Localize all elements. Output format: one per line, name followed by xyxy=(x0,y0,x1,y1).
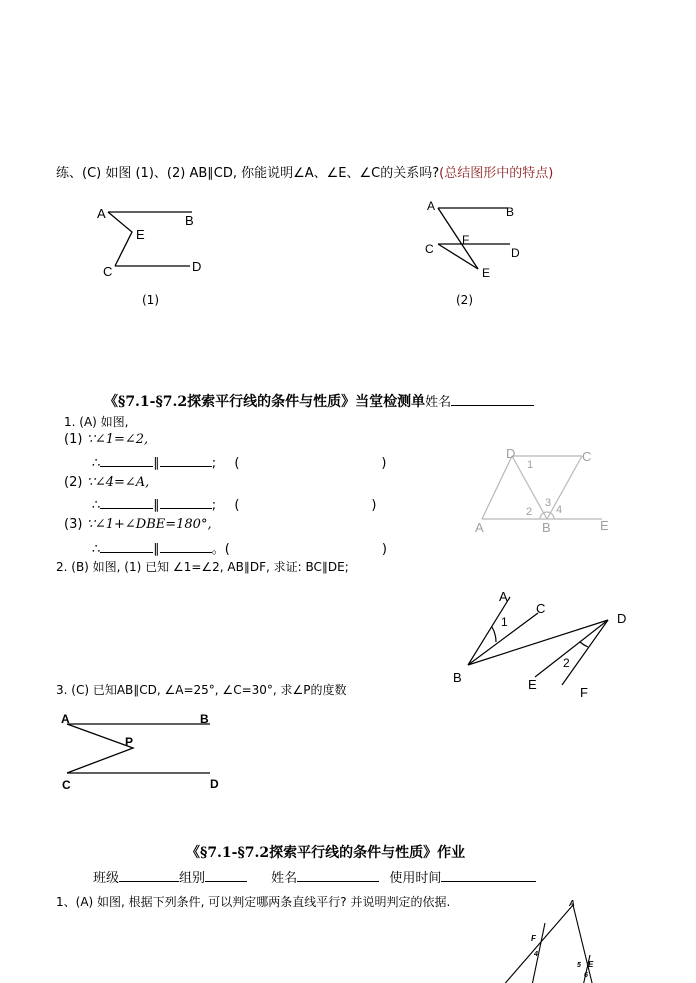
figure-1 xyxy=(90,200,230,310)
hwfig-angle-6: 6 xyxy=(584,972,588,979)
group-label: 组别 xyxy=(179,871,206,886)
q3fig-label-b: B xyxy=(200,712,209,726)
fig2-label-b: B xyxy=(506,205,515,219)
homework-figure xyxy=(495,895,615,983)
group-blank[interactable] xyxy=(205,869,247,882)
q3fig-label-d: D xyxy=(210,777,219,791)
q1fig-angle-4: 4 xyxy=(556,504,563,516)
practice-hint: (总结图形中的特点) xyxy=(439,166,554,181)
class-label: 班级 xyxy=(93,871,120,886)
quiz-q1-item-3-conclusion: ∴ ∥ 。( ) xyxy=(92,542,387,557)
hwfig-label-f: F xyxy=(531,934,536,943)
fig2-label-d: D xyxy=(511,246,520,260)
homework-info-row xyxy=(93,867,536,886)
fig1-caption: (1) xyxy=(142,293,159,307)
q1fig-label-d: D xyxy=(506,446,516,461)
quiz-q3-text: 3. (C) 已知AB∥CD, ∠A=25°, ∠C=30°, 求∠P的度数 xyxy=(56,683,347,697)
hwfig-label-e: E xyxy=(588,960,594,969)
quiz-q1-figure xyxy=(470,440,620,540)
q1fig-label-c: C xyxy=(582,449,592,464)
blank-1a[interactable] xyxy=(100,454,153,467)
fig2-label-f: F xyxy=(462,233,470,247)
practice-question-text: 练、(C) 如图 (1)、(2) AB∥CD, 你能说明∠A、∠E、∠C的关系吗? xyxy=(56,166,440,181)
fig2-label-a: A xyxy=(427,199,436,213)
q2fig-label-c: C xyxy=(536,601,546,616)
q2fig-label-d: D xyxy=(617,611,627,626)
q3fig-label-c: C xyxy=(62,778,71,792)
q1fig-angle-2: 2 xyxy=(526,506,533,518)
fig1-label-b: B xyxy=(185,213,194,228)
fig2-label-c: C xyxy=(425,242,434,256)
quiz-name-label: 姓名 xyxy=(425,395,452,410)
q2fig-angle-2: 2 xyxy=(563,656,570,670)
q1fig-angle-3: 3 xyxy=(545,497,552,509)
class-blank[interactable] xyxy=(119,869,179,882)
quiz-q1-item-3-given: (3) ∵∠1+∠DBE=180°, xyxy=(64,517,212,532)
quiz-q3-figure xyxy=(55,708,235,793)
blank-3a[interactable] xyxy=(100,540,153,553)
q2fig-label-a: A xyxy=(499,589,508,604)
fig1-label-d: D xyxy=(192,259,202,274)
homework-q1-text: 1、(A) 如图, 根据下列条件, 可以判定哪两条直线平行? 并说明判定的依据. xyxy=(56,895,451,909)
q1fig-label-a: A xyxy=(475,520,484,535)
quiz-q2-figure xyxy=(450,585,640,700)
q3fig-label-a: A xyxy=(61,712,70,726)
fig1-label-a: A xyxy=(97,206,106,221)
fig1-label-c: C xyxy=(103,264,113,279)
q2fig-label-e: E xyxy=(528,677,537,692)
q1fig-label-b: B xyxy=(542,520,551,535)
q1fig-angle-1: 1 xyxy=(527,459,534,471)
blank-3b[interactable] xyxy=(160,540,212,553)
quiz-q1-item-2-given: (2) ∵∠4=∠A, xyxy=(64,475,150,490)
q2fig-label-b: B xyxy=(453,670,462,685)
practice-question xyxy=(56,162,553,181)
quiz-q1-item-2-conclusion: ∴ ∥ ; ( ) xyxy=(92,498,377,513)
hw-name-label: 姓名 xyxy=(271,871,298,886)
homework-title: 《§7.1-§7.2探索平行线的条件与性质》作业 xyxy=(186,845,466,861)
time-label: 使用时间 xyxy=(389,871,442,886)
q3fig-label-p: P xyxy=(125,735,134,749)
blank-1b[interactable] xyxy=(160,454,212,467)
hwfig-label-a: A xyxy=(569,899,575,908)
hwfig-angle-4: 4 xyxy=(534,951,538,958)
quiz-name-blank[interactable] xyxy=(451,393,534,406)
quiz-header xyxy=(104,391,534,411)
q1fig-label-e: E xyxy=(600,518,609,533)
blank-2b[interactable] xyxy=(160,496,212,509)
figure-2 xyxy=(420,196,540,296)
time-blank[interactable] xyxy=(441,869,536,882)
fig2-caption: (2) xyxy=(456,293,473,307)
quiz-q1-intro: 1. (A) 如图, xyxy=(64,415,129,429)
hw-name-blank[interactable] xyxy=(297,869,379,882)
q2fig-angle-1: 1 xyxy=(501,615,508,629)
blank-2a[interactable] xyxy=(100,496,153,509)
quiz-q1-item-1-conclusion: ∴ ∥ ; ( ) xyxy=(92,456,387,471)
q2fig-label-f: F xyxy=(580,685,588,700)
quiz-q1-item-1-given: (1) ∵∠1=∠2, xyxy=(64,432,149,447)
hwfig-angle-5: 5 xyxy=(577,962,581,969)
quiz-title: 《§7.1-§7.2探索平行线的条件与性质》当堂检测单 xyxy=(104,394,426,410)
fig1-label-e: E xyxy=(136,227,145,242)
quiz-q2-text: 2. (B) 如图, (1) 已知 ∠1=∠2, AB∥DF, 求证: BC∥DE; xyxy=(56,560,349,574)
fig2-label-e: E xyxy=(482,266,491,280)
